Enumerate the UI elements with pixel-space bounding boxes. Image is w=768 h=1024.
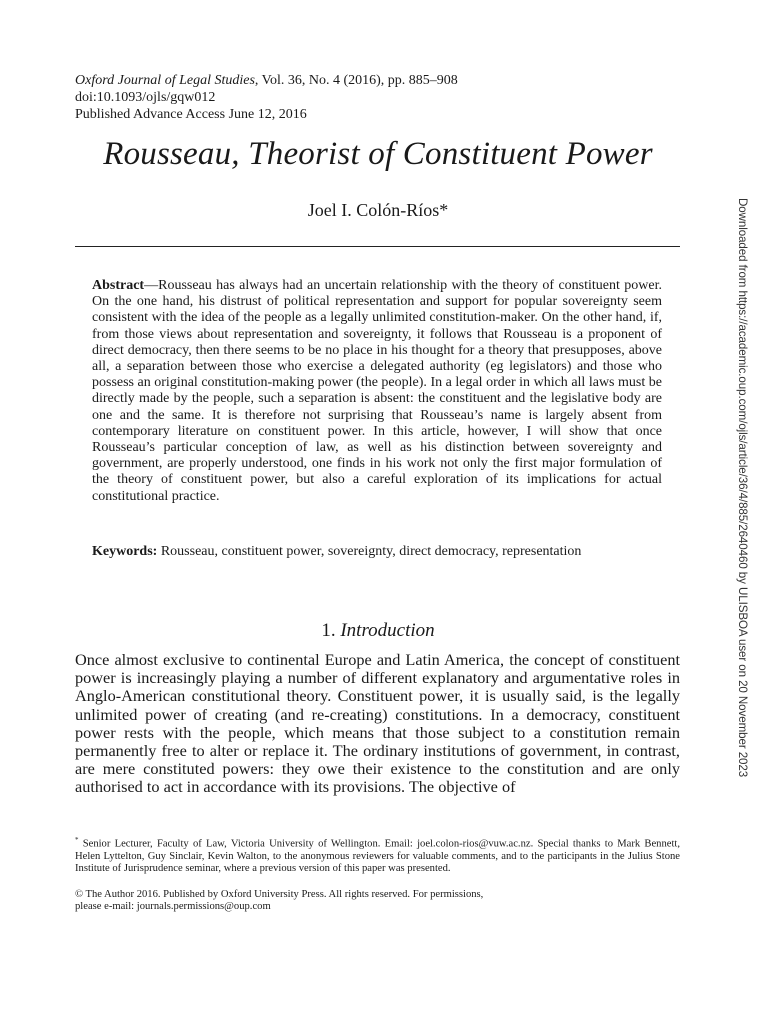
copyright-line-1: © The Author 2016. Published by Oxford University Press. All rights reserved. For permissions,: [75, 889, 484, 900]
footnote: [75, 834, 680, 876]
download-watermark-text: Downloaded from https://academic.oup.com/ojls/article/36/4/885/2640460 by ULISBOA user on 20 November 2023: [736, 198, 749, 778]
copyright-line-2: please e-mail: journals.permissions@oup.com: [75, 901, 271, 913]
section-heading: [0, 620, 756, 642]
keywords-label: Keywords:: [92, 544, 158, 559]
download-watermark: [737, 198, 747, 828]
citation-line: [75, 72, 458, 89]
abstract-label: Abstract: [92, 278, 145, 293]
keywords: [92, 544, 662, 560]
journal-name: Oxford Journal of Legal Studies: [75, 73, 255, 88]
keywords-text: Rousseau, constituent power, sovereignty, direct democracy, representation: [157, 544, 582, 559]
divider: [75, 246, 680, 247]
author-name: Joel I. Colón-Ríos*: [307, 200, 449, 220]
article-title: Rousseau, Theorist of Constituent Power: [103, 136, 653, 172]
copyright-notice: [75, 889, 680, 914]
doi: doi:10.1093/ojls/gqw012: [75, 90, 216, 105]
abstract: [92, 278, 662, 505]
section-number: 1.: [321, 620, 336, 641]
publication-date: Published Advance Access June 12, 2016: [75, 107, 307, 122]
section-title: Introduction: [340, 620, 435, 641]
abstract-text: —Rousseau has always had an uncertain relationship with the theory of constituent power. On the one hand, his distrust of political representation and support for popular sovereignty seem consistent with the idea of the people as a legally unlimited constitution-maker. On the other hand, if, from those views about representation and sovereignty, it follows that Rousseau is a proponent of direct democracy, then there seems to be no place in his thought for a theory that presupposes, above all, a separation between those who exercise a delegated authority (eg legislators) and those who possess an original constitution-making power (the people). In a legal order in which all laws must be directly made by the people, such a separation is absent: the constituent and the legislative body are one and the same. It is therefore not surprising that Rousseau’s name is largely absent from contemporary literature on constituent power. In this article, however, I will show that once Rousseau’s particular conception of law, as well as his distinction between sovereignty and government, are properly understood, one finds in his work not only the first major formulation of the theory of constituent power, but also a careful exploration of its implications for actual constitutional practice.: [92, 278, 662, 504]
body-paragraph: Once almost exclusive to continental Europe and Latin America, the concept of constituent power is increasingly playing a number of different explanatory and argumentative roles in Anglo-American constitutional theory. Constituent power, it is usually said, is the legally unlimited power of creating (and re-creating) constitutions. In a democracy, constituent power rests with the people, which means that those subject to a constitution remain permanently free to alter or replace it. The ordinary institutions of government, in contrast, are mere constituted powers: they owe their existence to the constitution and are only authorised to act in accordance with its provisions. The objective of: [75, 650, 680, 797]
citation-details: , Vol. 36, No. 4 (2016), pp. 885–908: [254, 73, 458, 88]
footnote-marker: *: [75, 836, 79, 844]
journal-header: [75, 72, 458, 123]
footnote-text: Senior Lecturer, Faculty of Law, Victoria University of Wellington. Email: joel.colon-rios@vuw.ac.nz. Special thanks to Mark Bennett, Helen Lyttelton, Guy Sinclair, Kevin Walton, to the anonymous reviewers for valuable comments, and to the participants in the Julius Stone Institute of Jurisprudence seminar, where a previous version of this paper was presented.: [75, 838, 680, 875]
